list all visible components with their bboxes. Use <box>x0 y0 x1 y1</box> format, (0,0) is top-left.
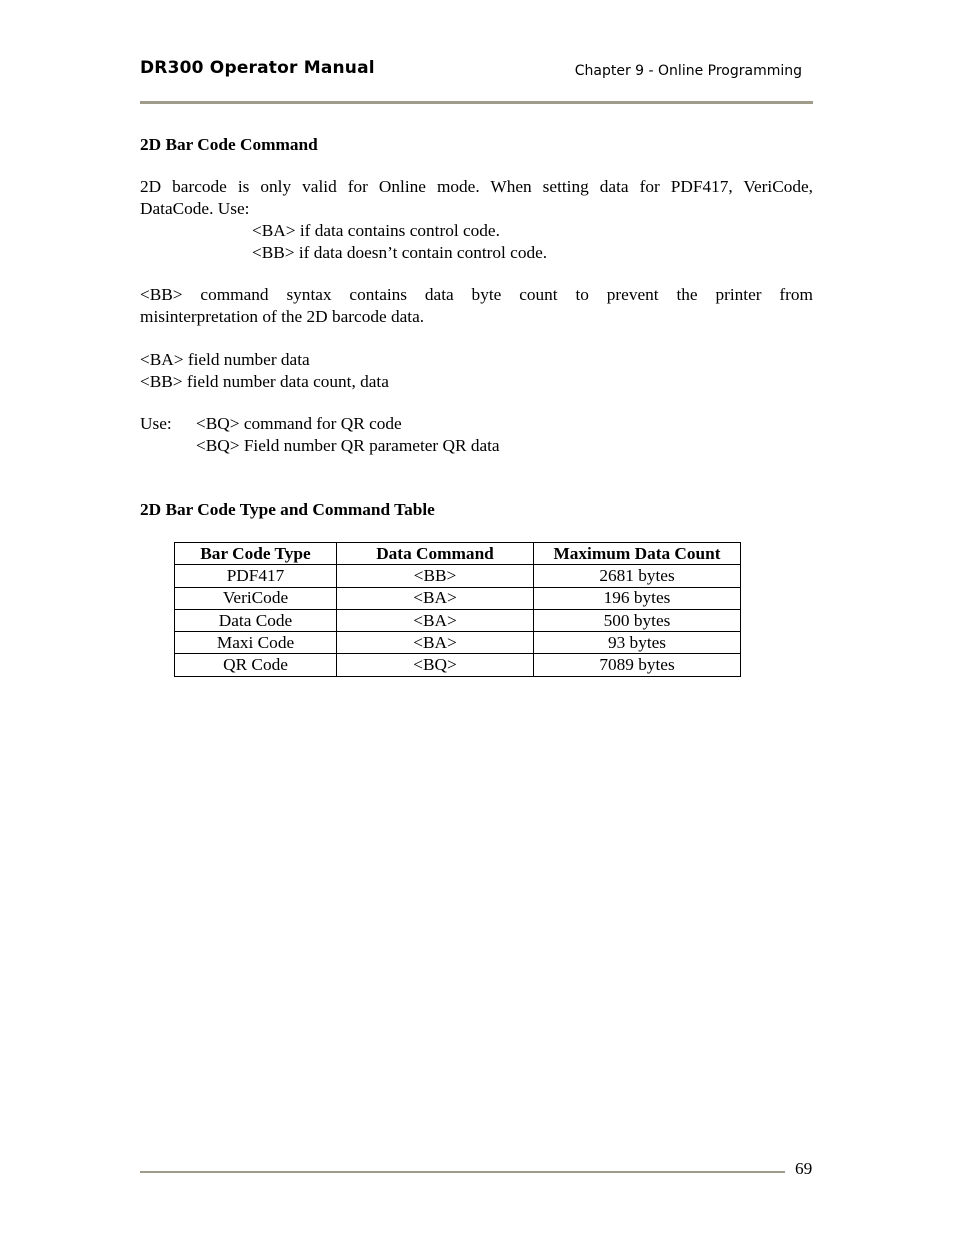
cell-data-command: <BA> <box>337 632 534 654</box>
cell-max-data-count: 196 bytes <box>534 587 741 609</box>
col-header-bar-code-type: Bar Code Type <box>175 543 337 565</box>
qr-use-block <box>140 413 813 457</box>
table-header-row <box>175 543 741 565</box>
header-divider <box>140 101 813 104</box>
bb-syntax-line-1: <BB> command syntax contains data byte count to prevent the printer from <box>140 285 813 304</box>
bb-usage-line: <BB> if data doesn’t contain control code. <box>252 243 548 262</box>
bb-syntax: <BB> field number data count, data <box>140 372 389 391</box>
col-header-data-command: Data Command <box>337 543 534 565</box>
cell-data-command: <BA> <box>337 609 534 631</box>
table-row <box>175 654 741 676</box>
cell-bar-code-type: VeriCode <box>175 587 337 609</box>
cell-data-command: <BA> <box>337 587 534 609</box>
cell-data-command: <BB> <box>337 565 534 587</box>
cell-bar-code-type: Data Code <box>175 609 337 631</box>
manual-title: DR300 Operator Manual <box>140 58 375 78</box>
cell-bar-code-type: QR Code <box>175 654 337 676</box>
table-row <box>175 565 741 587</box>
bq-syntax-line: <BQ> Field number QR parameter QR data <box>196 436 500 455</box>
cell-max-data-count: 7089 bytes <box>534 654 741 676</box>
table-row <box>175 587 741 609</box>
intro-line-1: 2D barcode is only valid for Online mode. When setting data for PDF417, VeriCode, <box>140 177 813 196</box>
intro-paragraph <box>140 176 813 264</box>
ba-syntax: <BA> field number data <box>140 350 310 369</box>
barcode-command-table <box>174 542 741 677</box>
syntax-block <box>140 349 813 393</box>
table-row <box>175 632 741 654</box>
cell-bar-code-type: PDF417 <box>175 565 337 587</box>
cell-bar-code-type: Maxi Code <box>175 632 337 654</box>
cell-data-command: <BQ> <box>337 654 534 676</box>
ba-usage-line: <BA> if data contains control code. <box>252 221 500 240</box>
section-heading-2d-command: 2D Bar Code Command <box>140 135 318 154</box>
chapter-title: Chapter 9 - Online Programming <box>574 63 802 79</box>
cell-max-data-count: 2681 bytes <box>534 565 741 587</box>
bb-syntax-line-2: misinterpretation of the 2D barcode data. <box>140 307 425 326</box>
intro-line-2: DataCode. Use: <box>140 199 250 218</box>
footer-divider <box>140 1171 785 1173</box>
bb-syntax-paragraph <box>140 284 813 328</box>
table-row <box>175 609 741 631</box>
page-number: 69 <box>795 1159 813 1178</box>
bq-command-line: <BQ> command for QR code <box>196 414 402 433</box>
col-header-max-data-count: Maximum Data Count <box>534 543 741 565</box>
section-heading-command-table: 2D Bar Code Type and Command Table <box>140 500 435 519</box>
cell-max-data-count: 93 bytes <box>534 632 741 654</box>
cell-max-data-count: 500 bytes <box>534 609 741 631</box>
use-label: Use: <box>140 414 172 433</box>
